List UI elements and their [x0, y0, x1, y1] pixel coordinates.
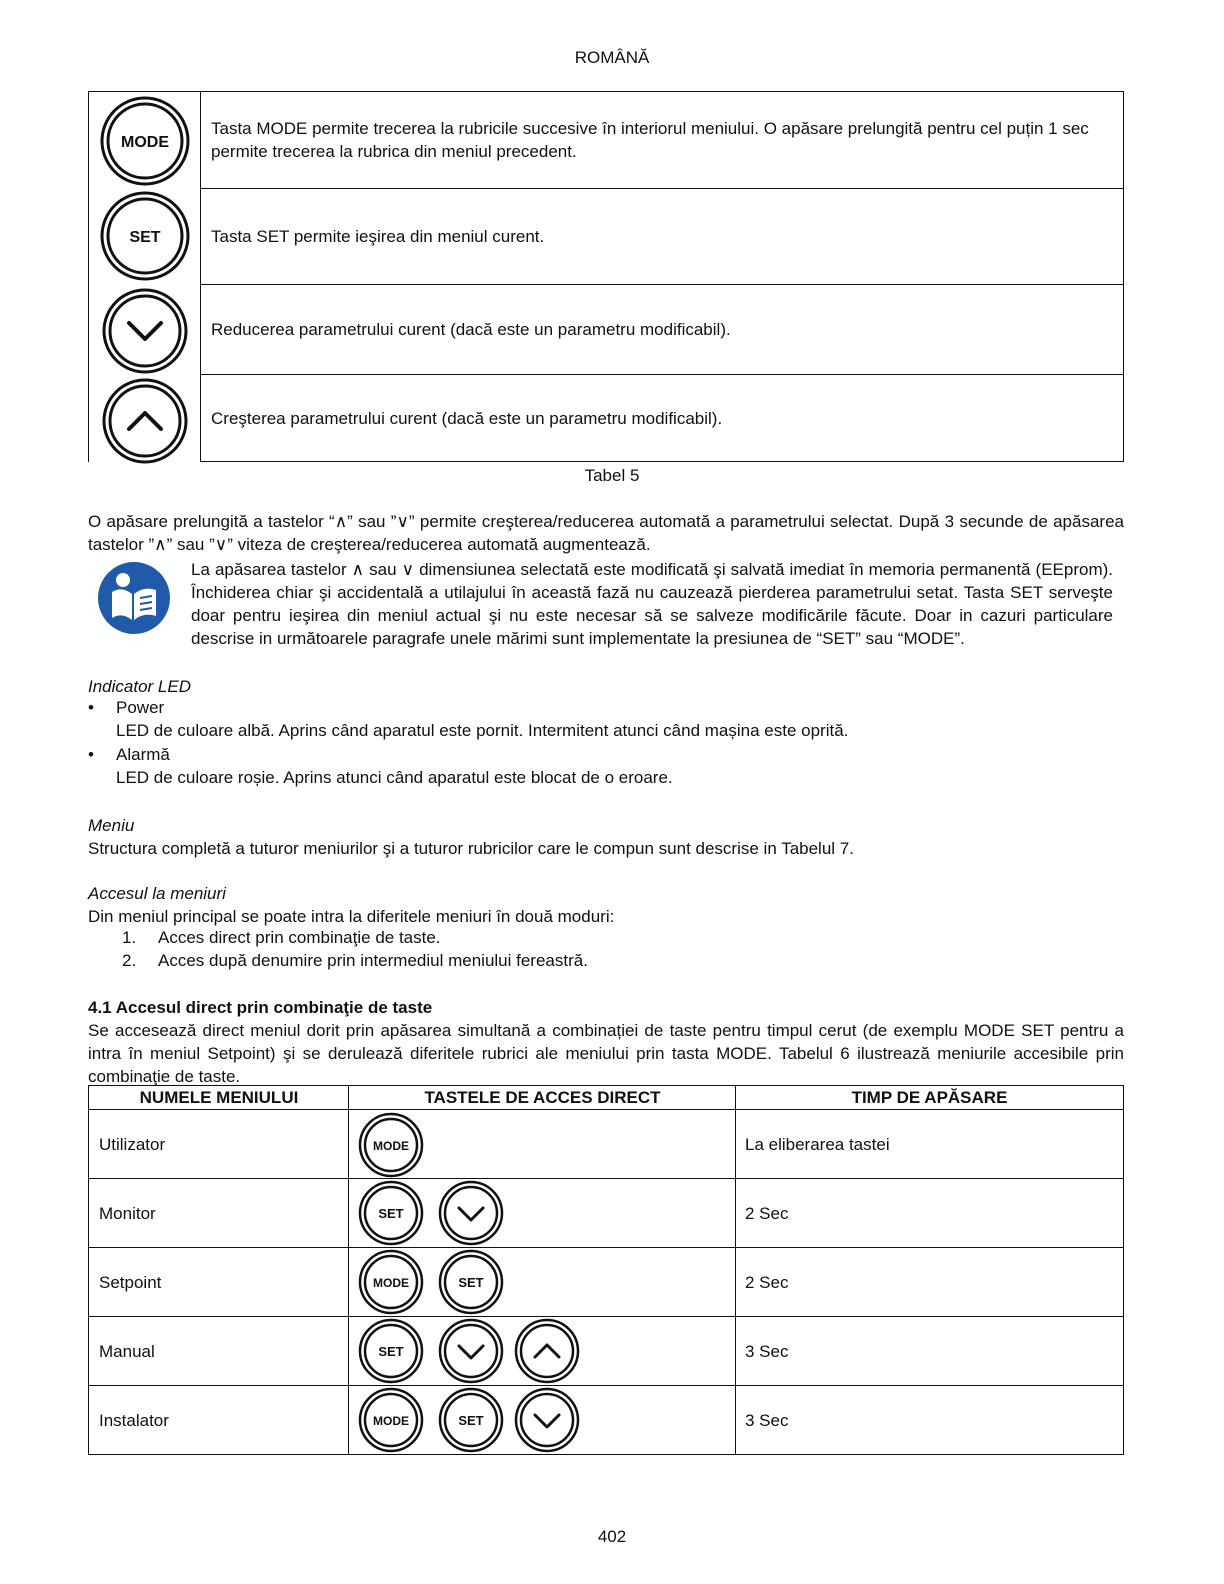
- key-description-column: [200, 91, 1124, 462]
- led-section-title: Indicator LED: [88, 677, 191, 696]
- set-key-label: SET: [458, 1275, 484, 1290]
- key-row-mode: [201, 92, 1123, 188]
- press-time-manual: 3 Sec: [745, 1342, 789, 1361]
- menu-name-setpoint: Setpoint: [99, 1273, 162, 1292]
- list-number: 2.: [122, 951, 137, 970]
- key-icon-column: [88, 91, 200, 462]
- page-language-header: ROMÂNĂ: [574, 48, 650, 67]
- arrow-up-key-icon: [99, 375, 191, 467]
- menu-name-utilizator: Utilizator: [99, 1135, 166, 1154]
- key-row-up: [201, 374, 1123, 461]
- access-section-intro: Din meniul principal se poate intra la diferitele meniuri în două moduri:: [88, 907, 615, 926]
- row-divider: [89, 1385, 1123, 1386]
- press-time-monitor: 2 Sec: [745, 1204, 789, 1223]
- row-divider: [89, 1316, 1123, 1317]
- mode-key-icon: [99, 95, 191, 187]
- set-key-label: SET: [378, 1344, 404, 1359]
- mode-key-icon: [357, 1386, 425, 1454]
- column-divider: [735, 1086, 736, 1454]
- bullet-dot: •: [88, 745, 94, 764]
- bullet-dot: •: [88, 698, 94, 717]
- access-table: [88, 1085, 1124, 1455]
- press-time-instalator: 3 Sec: [745, 1411, 789, 1430]
- mode-key-label: MODE: [373, 1414, 409, 1428]
- mode-key-label: MODE: [373, 1139, 409, 1153]
- press-time-setpoint: 2 Sec: [745, 1273, 789, 1292]
- header-direct-keys: TASTELE DE ACCES DIRECT: [349, 1086, 736, 1110]
- arrow-up-key-icon: [513, 1317, 581, 1385]
- menu-name-monitor: Monitor: [99, 1204, 156, 1223]
- set-key-icon: [437, 1386, 505, 1454]
- led-power-desc: LED de culoare albă. Aprins când aparatul este pornit. Intermitent atunci când mașina este oprită.: [116, 721, 849, 740]
- press-time-utilizator: La eliberarea tastei: [745, 1135, 890, 1154]
- page-number: 402: [597, 1527, 627, 1546]
- column-divider: [348, 1086, 349, 1454]
- row-divider: [89, 1247, 1123, 1248]
- led-power-label: Power: [116, 698, 165, 717]
- mode-key-label: MODE: [121, 134, 169, 151]
- direct-access-heading: 4.1 Accesul direct prin combinaţie de taste: [88, 998, 433, 1017]
- access-section-title: Accesul la meniuri: [88, 884, 226, 903]
- info-note-text: La apăsarea tastelor ∧ sau ∨ dimensiunea selectată este modificată şi salvată imediat în memoria permanentă (EEprom). Închiderea chiar şi accidentală a utilajului în această fază nu cauzează pierderea parametrului setat. Tasta SET serveşte doar pentru ieşirea din meniul actual şi nu este necesar să se salveze modificările făcute. Doar in cazuri particulare descrise in următoarele paragrafe unele mărimi sunt implementate la presiunea de “SET” sau “MODE”.: [191, 560, 1113, 648]
- list-item: Acces direct prin combinaţie de taste.: [158, 928, 441, 947]
- set-key-label: SET: [458, 1413, 484, 1428]
- header-press-time: TIMP DE APĂSARE: [736, 1086, 1123, 1110]
- row-divider: [89, 1178, 1123, 1179]
- key-table: [88, 91, 1124, 462]
- arrow-down-key-icon: [513, 1386, 581, 1454]
- set-key-label: SET: [378, 1206, 404, 1221]
- key-row-up-text: Creşterea parametrului curent (dacă este un parametru modificabil).: [211, 408, 723, 428]
- table-caption: Tabel 5: [584, 466, 640, 485]
- mode-key-icon: [357, 1111, 425, 1179]
- read-manual-icon: [96, 560, 172, 636]
- key-row-mode-text: Tasta MODE permite trecerea la rubricile succesive în interiorul meniului. O apăsare prelungită pentru cel puțin 1 sec permite trecerea la rubrica din meniul precedent.: [211, 119, 1089, 161]
- set-key-icon: [99, 190, 191, 282]
- mode-key-icon: [357, 1248, 425, 1316]
- arrow-down-key-icon: [437, 1317, 505, 1385]
- set-key-label: SET: [129, 229, 161, 246]
- led-alarm-label: Alarmă: [116, 745, 170, 764]
- list-item: Acces după denumire prin intermediul meniului fereastră.: [158, 951, 588, 970]
- set-key-icon: [357, 1317, 425, 1385]
- menu-section-title: Meniu: [88, 816, 135, 835]
- arrow-down-key-icon: [99, 285, 191, 377]
- led-alarm-desc: LED de culoare roșie. Aprins atunci când aparatul este blocat de o eroare.: [116, 768, 673, 787]
- direct-access-text: Se accesează direct meniul dorit prin apăsarea simultană a combinației de taste pentru timpul cerut (de exemplu MODE SET pentru a intra în meniul Setpoint) şi se derulează diferitele rubrici ale meniului prin tasta MODE. Tabelul 6 ilustrează meniurile accesibile prin combinaţie de taste.: [88, 1021, 1124, 1086]
- long-press-paragraph: O apăsare prelungită a tastelor “∧” sau ”∨” permite creşterea/reducerea automată a parametrului selectat. După 3 secunde de apăsarea tastelor ”∧” sau ”∨” viteza de creşterea/reducerea automată augmentează.: [88, 512, 1124, 554]
- key-row-down: [201, 284, 1123, 374]
- set-key-icon: [357, 1179, 425, 1247]
- menu-name-manual: Manual: [99, 1342, 155, 1361]
- set-key-icon: [437, 1248, 505, 1316]
- key-row-down-text: Reducerea parametrului curent (dacă este un parametru modificabil).: [211, 320, 731, 339]
- menu-section-text: Structura completă a tuturor meniurilor şi a tuturor rubricilor care le compun sunt descrise in Tabelul 7.: [88, 839, 854, 858]
- header-menu-name: NUMELE MENIULUI: [89, 1086, 349, 1110]
- arrow-down-key-icon: [437, 1179, 505, 1247]
- list-number: 1.: [122, 928, 137, 947]
- mode-key-label: MODE: [373, 1276, 409, 1290]
- key-row-set-text: Tasta SET permite ieşirea din meniul curent.: [211, 227, 545, 246]
- menu-name-instalator: Instalator: [99, 1411, 169, 1430]
- key-row-set: [201, 188, 1123, 284]
